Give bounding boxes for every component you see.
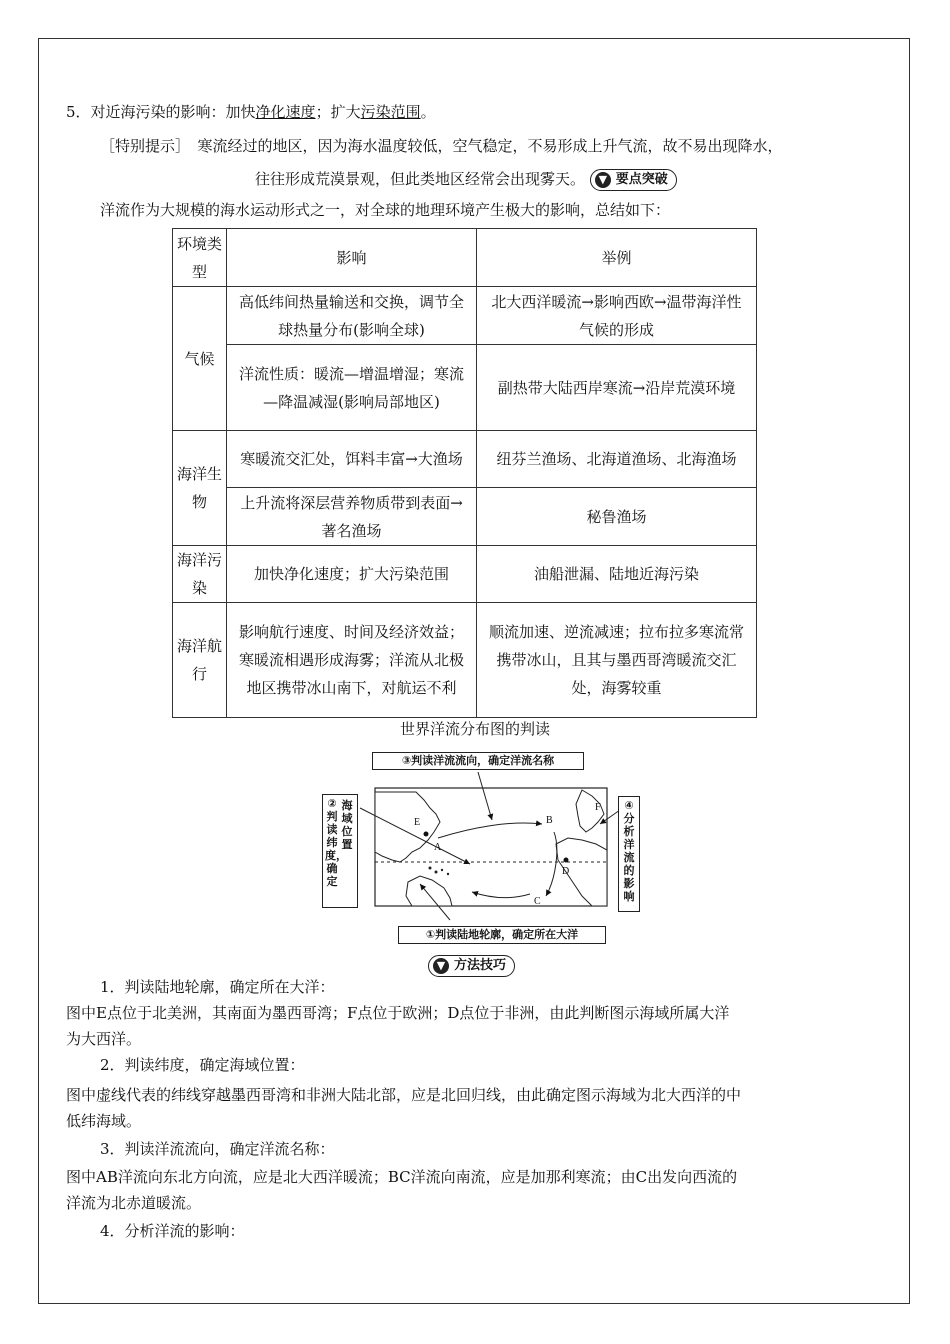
example-cell: 副热带大陆西岸寒流→沿岸荒漠环境 bbox=[477, 345, 757, 431]
chevron-down-icon: ▼ bbox=[595, 172, 611, 188]
method-para-3a: 图中AB洋流向东北方向流，应是北大西洋暖流；BC洋流向南流，应是加那利寒流；由C出发向西流的 bbox=[66, 1168, 738, 1186]
impact-cell: 影响航行速度、时间及经济效益；寒暖流相遇形成海雾；洋流从北极地区携带冰山南下，对航运不利 bbox=[227, 603, 477, 718]
type-cell: 海洋航行 bbox=[173, 603, 227, 718]
figure-caption: 世界洋流分布图的判读 bbox=[399, 720, 550, 738]
item-5-prefix: 5．对近海污染的影响：加快 bbox=[66, 103, 256, 121]
item-5 bbox=[66, 101, 436, 123]
impact-cell: 寒暖流交汇处，饵料丰富→大渔场 bbox=[227, 431, 477, 488]
table-row bbox=[173, 603, 757, 718]
table-row bbox=[173, 546, 757, 603]
item-5-mid: ；扩大 bbox=[315, 103, 361, 121]
impact-cell: 加快净化速度；扩大污染范围 bbox=[227, 546, 477, 603]
method-heading-1: 1．判读陆地轮廓，确定所在大洋： bbox=[100, 978, 335, 996]
tip-line-1: ［特别提示］ 寒流经过的地区，因为海水温度较低，空气稳定，不易形成上升气流，故不易出现降水， bbox=[100, 137, 783, 155]
type-cell: 海洋污染 bbox=[173, 546, 227, 603]
ocean-current-figure bbox=[320, 748, 646, 948]
step-1-box: ①判读陆地轮廓，确定所在大洋 bbox=[398, 926, 606, 944]
table-row bbox=[173, 287, 757, 345]
example-cell: 顺流加速、逆流减速；拉布拉多寒流常携带冰山，且其与墨西哥湾暖流交汇处，海雾较重 bbox=[477, 603, 757, 718]
method-heading-3: 3．判读洋流流向，确定洋流名称： bbox=[100, 1140, 335, 1158]
method-para-3b: 洋流为北赤道暖流。 bbox=[66, 1194, 202, 1212]
chevron-down-icon: ▼ bbox=[433, 958, 449, 974]
method-para-1b: 为大西洋。 bbox=[66, 1030, 142, 1048]
method-label: 方法技巧 bbox=[454, 958, 507, 973]
ocean-current-map bbox=[320, 748, 646, 948]
key-points-badge bbox=[590, 169, 677, 191]
step-4-box: ④分析洋流的影响 bbox=[618, 796, 640, 912]
label-e: E bbox=[414, 817, 421, 828]
tip-line-2-text: 往往形成荒漠景观，但此类地区经常会出现雾天。 bbox=[255, 170, 586, 188]
table-row bbox=[173, 431, 757, 488]
type-cell: 气候 bbox=[173, 287, 227, 431]
method-heading-4: 4．分析洋流的影响： bbox=[100, 1222, 245, 1240]
impact-cell: 高低纬间热量输送和交换，调节全球热量分布(影响全球) bbox=[227, 287, 477, 345]
label-f: F bbox=[595, 802, 601, 813]
item-5-suffix: 。 bbox=[420, 103, 436, 121]
label-c: C bbox=[534, 896, 541, 907]
header-impact: 影响 bbox=[227, 229, 477, 287]
type-cell: 海洋生物 bbox=[173, 431, 227, 546]
method-para-2a: 图中虚线代表的纬线穿越墨西哥湾和非洲大陆北部，应是北回归线，由此确定图示海域为北大西洋的中 bbox=[66, 1086, 742, 1104]
tip-line-2 bbox=[255, 168, 677, 191]
step-2-text-b: 海域位置 bbox=[341, 799, 353, 851]
step-2-box bbox=[322, 794, 358, 908]
label-d: D bbox=[562, 866, 570, 877]
intro-paragraph: 洋流作为大规模的海水运动形式之一，对全球的地理环境产生极大的影响，总结如下： bbox=[100, 201, 671, 219]
label-b: B bbox=[546, 815, 553, 826]
example-cell: 油船泄漏、陆地近海污染 bbox=[477, 546, 757, 603]
underlined-term-1: 净化速度 bbox=[255, 103, 316, 121]
impact-table bbox=[172, 228, 757, 718]
example-cell: 北大西洋暖流→影响西欧→温带海洋性气候的形成 bbox=[477, 287, 757, 345]
example-cell: 秘鲁渔场 bbox=[477, 488, 757, 546]
example-cell: 纽芬兰渔场、北海道渔场、北海渔场 bbox=[477, 431, 757, 488]
label-a: A bbox=[434, 842, 442, 853]
method-badge bbox=[428, 955, 515, 977]
underlined-term-2: 污染范围 bbox=[360, 103, 421, 121]
table-row bbox=[173, 345, 757, 431]
method-heading-2: 2．判读纬度，确定海域位置： bbox=[100, 1056, 305, 1074]
step-2-text-a: ②判读纬度，确定 bbox=[325, 797, 347, 888]
header-type: 环境类型 bbox=[173, 229, 227, 287]
method-para-1a: 图中E点位于北美洲，其南面为墨西哥湾；F点位于欧洲；D点位于非洲，由此判断图示海域所属大洋 bbox=[66, 1004, 730, 1022]
impact-cell: 上升流将深层营养物质带到表面→著名渔场 bbox=[227, 488, 477, 546]
table-header-row bbox=[173, 229, 757, 287]
table-row bbox=[173, 488, 757, 546]
header-example: 举例 bbox=[477, 229, 757, 287]
method-para-2b: 低纬海域。 bbox=[66, 1112, 142, 1130]
impact-cell: 洋流性质：暖流—增温增湿；寒流—降温减湿(影响局部地区) bbox=[227, 345, 477, 431]
method-badge-wrap bbox=[428, 954, 515, 977]
step-3-box: ③判读洋流流向，确定洋流名称 bbox=[372, 752, 584, 770]
key-points-label: 要点突破 bbox=[615, 172, 668, 187]
